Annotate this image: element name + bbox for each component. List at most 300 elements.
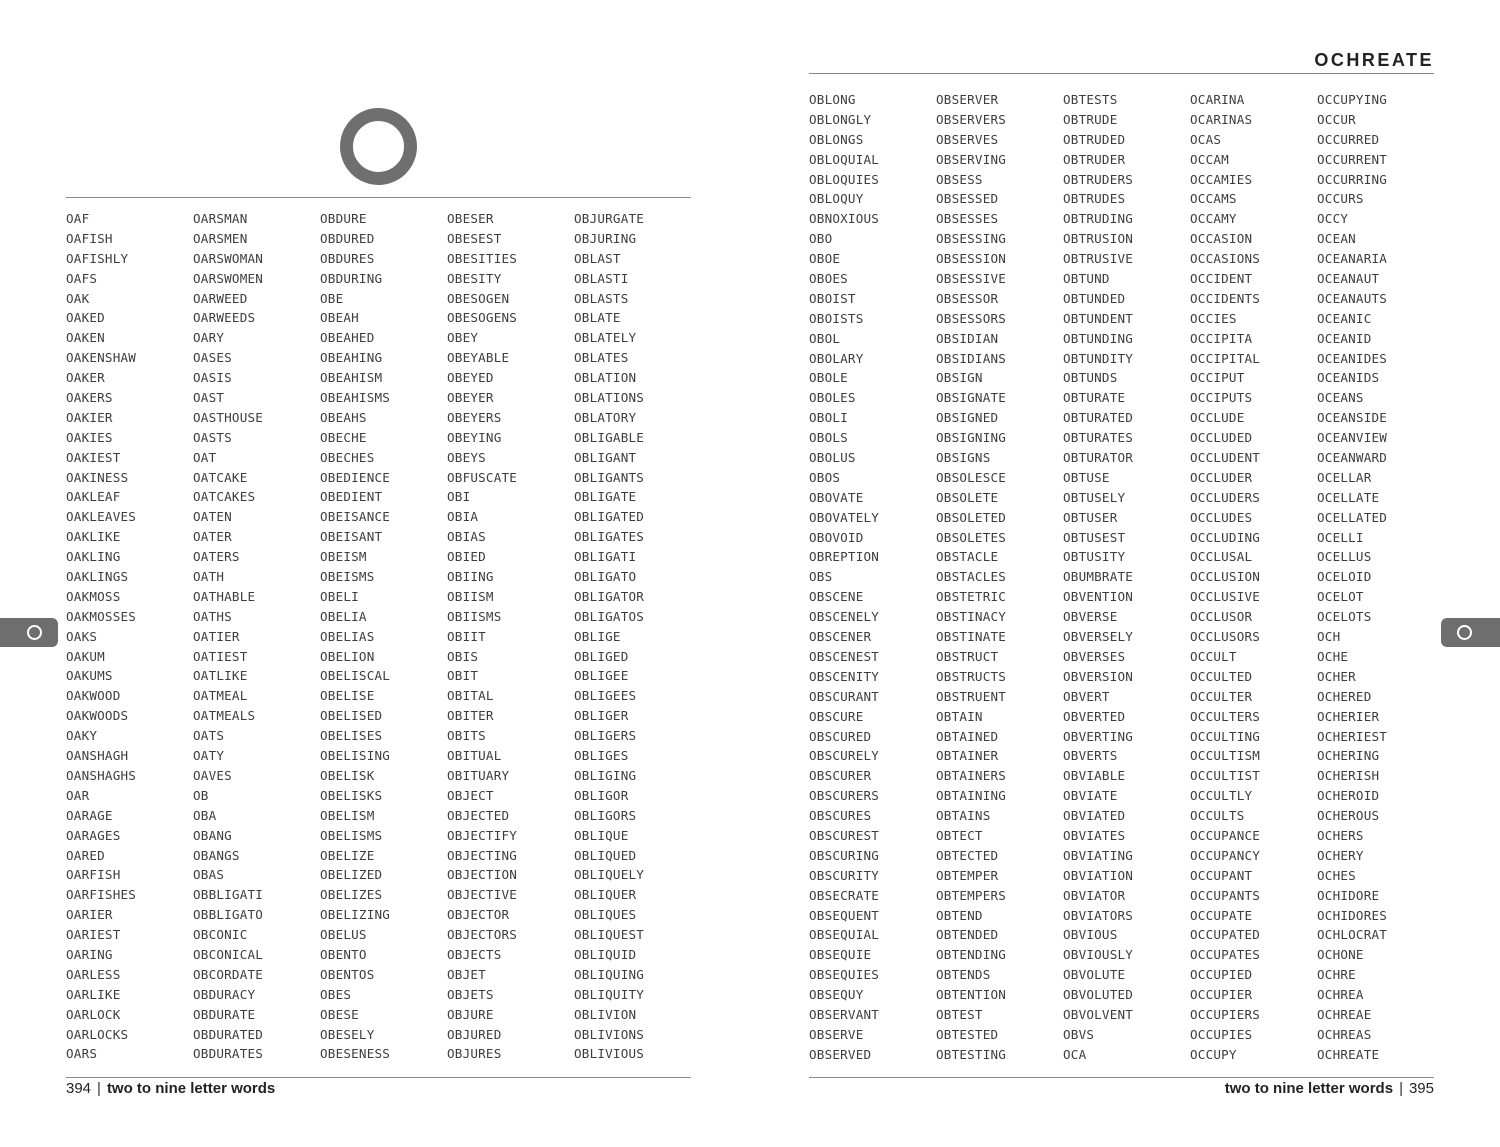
page-footer-right: [1225, 1080, 1434, 1097]
word-entry: OANSHAGHS: [66, 767, 137, 783]
word-entry: OCCASION: [1190, 231, 1253, 247]
word-entry: OBSIGN: [936, 370, 983, 386]
word-entry: OCCULTISM: [1190, 748, 1261, 764]
word-entry: OBVERTING: [1063, 728, 1134, 744]
word-entry: OBJURE: [447, 1006, 494, 1022]
word-entry: OBVIATE: [1063, 788, 1118, 804]
page-footer-left: [66, 1080, 275, 1097]
word-entry: OBTESTING: [936, 1046, 1007, 1062]
word-entry: OBBLIGATI: [193, 887, 264, 903]
word-entry: OBSCURERS: [809, 788, 880, 804]
word-entry: OARIER: [66, 907, 113, 923]
word-entry: OCHERIEST: [1317, 728, 1388, 744]
word-entry: OBVIATOR: [1063, 887, 1126, 903]
word-entry: OAKEN: [66, 330, 105, 346]
word-entry: OCCURS: [1317, 191, 1364, 207]
word-column: [447, 209, 574, 1064]
word-entry: OBEYER: [447, 390, 494, 406]
word-entry: OBFUSCATE: [447, 469, 518, 485]
word-entry: OCCLUDER: [1190, 469, 1253, 485]
word-entry: OBLIQUEST: [574, 927, 645, 943]
word-entry: OCCUPYING: [1317, 92, 1388, 107]
word-entry: OBTRUDES: [1063, 191, 1126, 207]
word-entry: OBSCENER: [809, 629, 872, 645]
word-entry: OBTESTED: [936, 1026, 999, 1042]
word-entry: OBBLIGATO: [193, 907, 264, 923]
word-entry: OARS: [66, 1046, 98, 1062]
word-entry: OASIS: [193, 370, 232, 386]
word-entry: OBSTACLES: [936, 569, 1007, 585]
word-entry: OCEAN: [1317, 231, 1356, 247]
word-entry: OBTAINERS: [936, 768, 1007, 784]
word-entry: OCHERED: [1317, 688, 1372, 704]
word-entry: OBTUNDITY: [1063, 350, 1134, 366]
word-entry: OAKMOSSES: [66, 608, 137, 624]
word-entry: OBTEST: [936, 1006, 983, 1022]
word-entry: OBEY: [447, 330, 479, 346]
word-entry: OBLIGATES: [574, 529, 645, 545]
word-entry: OBVS: [1063, 1026, 1095, 1042]
word-entry: OCCUPANT: [1190, 867, 1253, 883]
word-entry: OBJETS: [447, 986, 494, 1002]
bottom-rule: [66, 1077, 691, 1078]
word-entry: OBTECTED: [936, 847, 999, 863]
word-entry: OBLIGER: [574, 708, 629, 724]
word-entry: OCCIDENTS: [1190, 290, 1261, 306]
word-column: [1063, 90, 1190, 1065]
word-entry: OBVERTS: [1063, 748, 1118, 764]
word-entry: OBECHES: [320, 449, 375, 465]
word-entry: OCCIPITA: [1190, 330, 1253, 346]
word-entry: OCCULTED: [1190, 668, 1253, 684]
word-entry: OBLASTS: [574, 290, 629, 306]
word-entry: OBIAS: [447, 529, 486, 545]
word-entry: OBTUNDED: [1063, 290, 1126, 306]
word-entry: OBSCUREST: [809, 827, 880, 843]
word-entry: OBDURED: [320, 230, 375, 246]
word-entry: OBSOLESCE: [936, 469, 1007, 485]
word-entry: OBENTOS: [320, 966, 375, 982]
word-entry: OCHREA: [1317, 987, 1364, 1003]
word-entry: OBVENTION: [1063, 589, 1134, 605]
word-entry: OBA: [193, 807, 217, 823]
word-entry: OBSCURING: [809, 847, 880, 863]
word-entry: OBTAINED: [936, 728, 999, 744]
word-entry: OBEISMS: [320, 569, 375, 585]
word-entry: OBLIGATOS: [574, 608, 645, 624]
word-entry: OCHREATE: [1317, 1046, 1380, 1062]
word-entry: OBSCENELY: [809, 609, 880, 625]
word-entry: OCCULTLY: [1190, 788, 1253, 804]
word-entry: OBVIATORS: [1063, 907, 1134, 923]
word-entry: OATHABLE: [193, 588, 256, 604]
word-entry: OBVIATED: [1063, 808, 1126, 824]
word-entry: OARLESS: [66, 966, 121, 982]
word-entry: OCCUPIED: [1190, 967, 1253, 983]
word-entry: OBLOQUIAL: [809, 151, 880, 167]
word-entry: OBTUSELY: [1063, 489, 1126, 505]
word-entry: OBEAHISMS: [320, 390, 391, 406]
word-entry: OBSESSES: [936, 211, 999, 227]
word-entry: OAKLIKE: [66, 529, 121, 545]
word-entry: OBTRUDERS: [1063, 171, 1134, 187]
word-entry: OAFISH: [66, 230, 113, 246]
word-entry: OBNOXIOUS: [809, 211, 880, 227]
word-entry: OBSTETRIC: [936, 589, 1007, 605]
word-entry: OBVERSES: [1063, 648, 1126, 664]
word-entry: OCCLUDED: [1190, 430, 1253, 446]
word-entry: OBELISED: [320, 708, 383, 724]
word-entry: OCHER: [1317, 668, 1356, 684]
word-entry: OBITS: [447, 728, 486, 744]
word-entry: OBJURED: [447, 1026, 502, 1042]
word-entry: OBLIQUER: [574, 887, 637, 903]
word-entry: OAKIER: [66, 409, 113, 425]
word-entry: OBELIZES: [320, 887, 383, 903]
word-entry: OCHERIER: [1317, 708, 1380, 724]
letter-o-tab-icon: [1457, 625, 1472, 640]
word-entry: OARLOCKS: [66, 1026, 129, 1042]
word-entry: OBEYERS: [447, 409, 502, 425]
word-entry: OBENTO: [320, 946, 367, 962]
word-entry: OBLIGOR: [574, 787, 629, 803]
word-entry: OAKERS: [66, 390, 113, 406]
word-entry: OBVERTED: [1063, 708, 1126, 724]
word-entry: OBTENTION: [936, 987, 1007, 1003]
word-entry: OCCULTING: [1190, 728, 1261, 744]
word-entry: OATERS: [193, 549, 240, 565]
word-entry: OCCLUSION: [1190, 569, 1261, 585]
word-entry: OBO: [809, 231, 833, 247]
word-entry: OCCULTER: [1190, 688, 1253, 704]
word-entry: OBEYS: [447, 449, 486, 465]
word-entry: OBLOQUIES: [809, 171, 880, 187]
word-entry: OBSEQUY: [809, 987, 864, 1003]
word-entry: OBLIGANT: [574, 449, 637, 465]
word-entry: OBVERT: [1063, 688, 1110, 704]
word-entry: OAST: [193, 390, 225, 406]
word-entry: OBOLI: [809, 410, 848, 426]
word-entry: OBLATIONS: [574, 390, 645, 406]
word-entry: OBTUNDS: [1063, 370, 1118, 386]
word-entry: OBSOLETES: [936, 529, 1007, 545]
word-entry: OARSWOMAN: [193, 250, 264, 266]
word-entry: OBLIQUED: [574, 847, 637, 863]
word-entry: OBSTRUCTS: [936, 668, 1007, 684]
word-column: [193, 209, 320, 1064]
word-entry: OBLIGED: [574, 648, 629, 664]
word-entry: OARSMAN: [193, 211, 248, 226]
word-entry: OBLIGERS: [574, 728, 637, 744]
word-entry: OBANG: [193, 827, 232, 843]
word-entry: OBDURE: [320, 211, 367, 226]
word-entry: OBLONGLY: [809, 111, 872, 127]
thumb-tab-right: [1441, 618, 1500, 647]
word-entry: OCCUPANCE: [1190, 827, 1261, 843]
word-entry: OBIA: [447, 509, 479, 525]
word-entry: OBSCURITY: [809, 867, 880, 883]
word-entry: OBEYED: [447, 370, 494, 386]
word-entry: OBSCURANT: [809, 688, 880, 704]
word-entry: OBSECRATE: [809, 887, 880, 903]
word-entry: OCHEROID: [1317, 788, 1380, 804]
word-entry: OCCIDENT: [1190, 271, 1253, 287]
word-entry: OBTRUSION: [1063, 231, 1134, 247]
page-number: 395: [1408, 1080, 1434, 1097]
word-entry: OCCURRING: [1317, 171, 1388, 187]
word-entry: OARING: [66, 946, 113, 962]
word-entry: OBJECTS: [447, 946, 502, 962]
word-entry: OBSERVING: [936, 151, 1007, 167]
word-entry: OBESER: [447, 211, 494, 226]
word-entry: OBLONGS: [809, 131, 864, 147]
word-entry: OBTECT: [936, 827, 983, 843]
word-entry: OCCLUDING: [1190, 529, 1261, 545]
footer-separator: |: [97, 1080, 101, 1097]
word-entry: OATCAKE: [193, 469, 248, 485]
word-entry: OBLIQUE: [574, 827, 629, 843]
word-entry: OBLATE: [574, 310, 621, 326]
word-entry: OBANGS: [193, 847, 240, 863]
word-entry: OBJECTOR: [447, 907, 510, 923]
word-entry: OCHONE: [1317, 947, 1364, 963]
word-entry: OBTAINER: [936, 748, 999, 764]
word-entry: OBCONIC: [193, 927, 248, 943]
word-entry: OAKMOSS: [66, 588, 121, 604]
word-entry: OCEANVIEW: [1317, 430, 1388, 446]
word-entry: OASTHOUSE: [193, 409, 264, 425]
word-entry: OBOLUS: [809, 450, 856, 466]
word-entry: OAKUMS: [66, 668, 113, 684]
word-entry: OCCLUDES: [1190, 509, 1253, 525]
word-entry: OCCASIONS: [1190, 251, 1261, 267]
word-entry: OBTEMPER: [936, 867, 999, 883]
word-entry: OCCLUSIVE: [1190, 589, 1261, 605]
word-column: [320, 209, 447, 1064]
word-column: [1190, 90, 1317, 1065]
word-entry: OBITAL: [447, 688, 494, 704]
word-entry: OBLASTI: [574, 270, 629, 286]
word-entry: OBELI: [320, 588, 359, 604]
word-entry: OBTURATOR: [1063, 450, 1134, 466]
word-entry: OBSIDIANS: [936, 350, 1007, 366]
word-entry: OCCUPANCY: [1190, 847, 1261, 863]
word-entry: OBSEQUIE: [809, 947, 872, 963]
word-entry: OBESITIES: [447, 250, 518, 266]
word-entry: OCCUPATES: [1190, 947, 1261, 963]
right-page: [750, 0, 1500, 1147]
word-entry: OAKS: [66, 628, 98, 644]
word-entry: OBTUSITY: [1063, 549, 1126, 565]
word-entry: OCELOTS: [1317, 609, 1372, 625]
word-entry: OBOS: [809, 469, 841, 485]
word-entry: OBSCENE: [809, 589, 864, 605]
footer-title: two to nine letter words: [1224, 1080, 1394, 1097]
word-entry: OBOE: [809, 251, 841, 267]
word-entry: OBTAINING: [936, 788, 1007, 804]
word-entry: OBSCURES: [809, 808, 872, 824]
word-entry: OBIIT: [447, 628, 486, 644]
word-list-right: [809, 90, 1444, 1065]
word-entry: OAF: [66, 211, 90, 226]
word-entry: OBTUSE: [1063, 469, 1110, 485]
word-column: [809, 90, 936, 1065]
page-number: 394: [66, 1080, 92, 1097]
word-entry: OBELISES: [320, 728, 383, 744]
word-entry: OBSIGNING: [936, 430, 1007, 446]
word-entry: OASTS: [193, 429, 232, 445]
word-entry: OBLIQUING: [574, 966, 645, 982]
footer-title: two to nine letter words: [106, 1080, 276, 1097]
word-entry: OAKLEAVES: [66, 509, 137, 525]
word-column: [1317, 90, 1444, 1065]
word-entry: OCELLATE: [1317, 489, 1380, 505]
word-entry: OBESELY: [320, 1026, 375, 1042]
word-entry: OBSESSIVE: [936, 271, 1007, 287]
word-entry: OBTUSER: [1063, 509, 1118, 525]
word-entry: OAKLEAF: [66, 489, 121, 505]
top-rule: [66, 197, 691, 198]
word-entry: OBELION: [320, 648, 375, 664]
word-entry: OBITUARY: [447, 767, 510, 783]
word-entry: OBOLE: [809, 370, 848, 386]
word-entry: OCCIPUTS: [1190, 390, 1253, 406]
word-entry: OBSESSORS: [936, 310, 1007, 326]
word-entry: OCEANAUTS: [1317, 290, 1388, 306]
word-entry: OBCONICAL: [193, 946, 264, 962]
word-entry: OBJURING: [574, 230, 637, 246]
word-entry: OBOL: [809, 330, 841, 346]
word-entry: OBS: [809, 569, 833, 585]
word-entry: OATLIKE: [193, 668, 248, 684]
word-entry: OBELIZING: [320, 907, 391, 923]
word-entry: OBELUS: [320, 927, 367, 943]
thumb-tab-left: [0, 618, 58, 647]
word-entry: OCAS: [1190, 131, 1222, 147]
word-entry: OAKWOOD: [66, 688, 121, 704]
word-entry: OBEISANT: [320, 529, 383, 545]
word-entry: OAKLINGS: [66, 569, 129, 585]
word-entry: OBEDIENCE: [320, 469, 391, 485]
word-entry: OBLONG: [809, 92, 856, 107]
word-entry: OCEANID: [1317, 330, 1372, 346]
word-entry: OBDURES: [320, 250, 375, 266]
word-entry: OBELISING: [320, 748, 391, 764]
word-entry: OARLIKE: [66, 986, 121, 1002]
word-entry: OBTURATE: [1063, 390, 1126, 406]
word-entry: OBTRUSIVE: [1063, 251, 1134, 267]
word-entry: OCA: [1063, 1046, 1087, 1062]
word-entry: OBITER: [447, 708, 494, 724]
word-entry: OBEYABLE: [447, 350, 510, 366]
word-entry: OBSCURE: [809, 708, 864, 724]
word-entry: OBLIGE: [574, 628, 621, 644]
word-entry: OBREPTION: [809, 549, 880, 565]
word-entry: OBLIGANTS: [574, 469, 645, 485]
word-entry: OBEISANCE: [320, 509, 391, 525]
word-entry: OBJECTIVE: [447, 887, 518, 903]
word-entry: OCEANSIDE: [1317, 410, 1388, 426]
word-entry: OB: [193, 787, 209, 803]
word-entry: OBTENDING: [936, 947, 1007, 963]
word-entry: OBLIGATE: [574, 489, 637, 505]
word-entry: OBIT: [447, 668, 479, 684]
word-entry: OAKINESS: [66, 469, 129, 485]
word-entry: OBJECTED: [447, 807, 510, 823]
word-entry: OBIS: [447, 648, 479, 664]
word-entry: OBSCURELY: [809, 748, 880, 764]
word-entry: OATER: [193, 529, 232, 545]
word-entry: OBSIGNS: [936, 450, 991, 466]
word-entry: OBVIATION: [1063, 867, 1134, 883]
word-entry: OBVERSE: [1063, 609, 1118, 625]
word-entry: OBOISTS: [809, 310, 864, 326]
word-entry: OBLIGEE: [574, 668, 629, 684]
word-entry: OBEAHING: [320, 350, 383, 366]
word-entry: OBSIGNATE: [936, 390, 1007, 406]
word-entry: OBELISE: [320, 688, 375, 704]
word-entry: OCHREAS: [1317, 1026, 1372, 1042]
word-entry: OCCULTIST: [1190, 768, 1261, 784]
word-entry: OBOIST: [809, 290, 856, 306]
word-entry: OBLIVIONS: [574, 1026, 645, 1042]
word-entry: OBSESSOR: [936, 290, 999, 306]
word-entry: OBELISM: [320, 807, 375, 823]
word-entry: OBELISMS: [320, 827, 383, 843]
word-entry: OCARINAS: [1190, 111, 1253, 127]
word-entry: OBJECTION: [447, 867, 518, 883]
word-entry: OCHREAE: [1317, 1006, 1372, 1022]
word-entry: OCEANS: [1317, 390, 1364, 406]
word-entry: OAKWOODS: [66, 708, 129, 724]
word-entry: OBIED: [447, 549, 486, 565]
word-entry: OCELOT: [1317, 589, 1364, 605]
word-column: [936, 90, 1063, 1065]
word-entry: OBSESSED: [936, 191, 999, 207]
word-entry: OBTENDS: [936, 967, 991, 983]
word-entry: OBLIGEES: [574, 688, 637, 704]
word-entry: OAKUM: [66, 648, 105, 664]
word-entry: OBSERVERS: [936, 111, 1007, 127]
word-entry: OBTUNDENT: [1063, 310, 1134, 326]
word-column: [574, 209, 701, 1064]
word-entry: OCCY: [1317, 211, 1349, 227]
word-entry: OBVOLUTE: [1063, 967, 1126, 983]
word-entry: OBVIOUS: [1063, 927, 1118, 943]
word-entry: OAFISHLY: [66, 250, 129, 266]
word-entry: OBESITY: [447, 270, 502, 286]
word-entry: OBSERVED: [809, 1046, 872, 1062]
word-entry: OCARINA: [1190, 92, 1245, 107]
word-entry: OCCIPITAL: [1190, 350, 1261, 366]
word-entry: OBLIQUES: [574, 907, 637, 923]
word-entry: OBTEMPERS: [936, 887, 1007, 903]
word-entry: OCCIPUT: [1190, 370, 1245, 386]
word-entry: OBEYING: [447, 429, 502, 445]
word-entry: OCCUPATE: [1190, 907, 1253, 923]
word-entry: OBDURATED: [193, 1026, 264, 1042]
word-entry: OBLIGABLE: [574, 429, 645, 445]
word-entry: OBIISM: [447, 588, 494, 604]
word-entry: OCCAMIES: [1190, 171, 1253, 187]
word-entry: OBDURATES: [193, 1046, 264, 1062]
word-entry: OBES: [320, 986, 352, 1002]
word-entry: OBTAINS: [936, 808, 991, 824]
word-entry: OBSTINACY: [936, 609, 1007, 625]
word-entry: OBSERVANT: [809, 1006, 880, 1022]
word-entry: OATIEST: [193, 648, 248, 664]
word-entry: OBLIGING: [574, 767, 637, 783]
